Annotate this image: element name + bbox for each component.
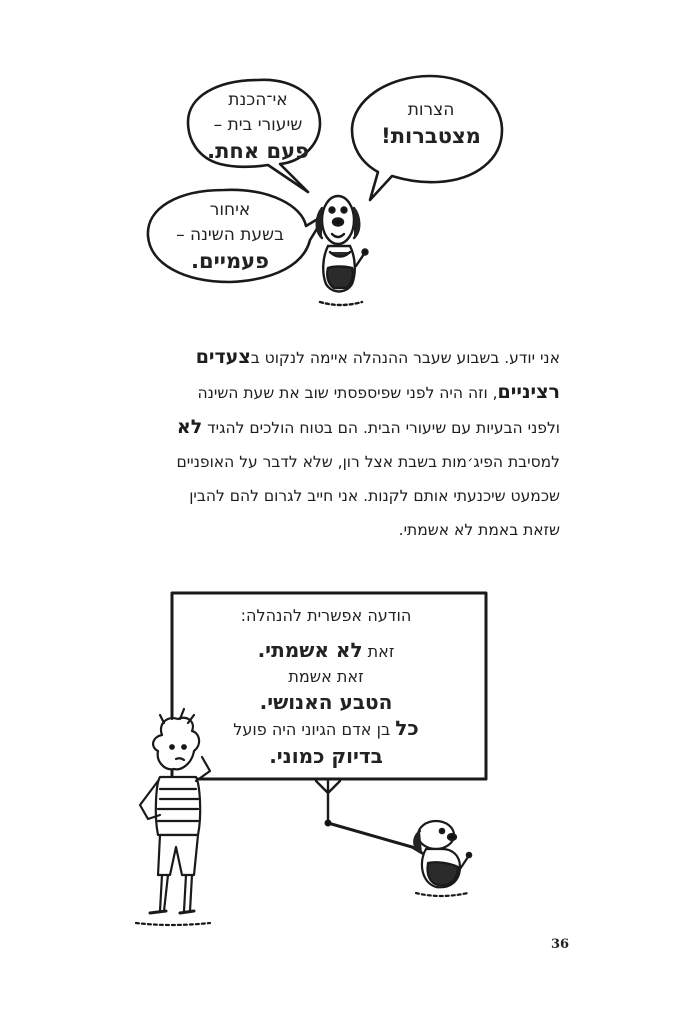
bubble-line: איחור xyxy=(209,200,251,220)
text-run: בן אדם הגיוני היה פועל xyxy=(233,720,396,739)
paragraph-line: שזאת באמת לא אשמתי. xyxy=(398,521,560,539)
bubble-line: בשעת השינה – xyxy=(176,225,284,245)
sign-line xyxy=(176,715,476,743)
bedtime-bubble-text xyxy=(152,198,308,275)
sign-message xyxy=(176,605,476,769)
emphasis-text: לא xyxy=(176,416,203,438)
complaints-bubble-text xyxy=(362,98,500,150)
bubble-bold-line: פעם אחת. xyxy=(207,139,309,163)
paragraph-line xyxy=(100,410,560,445)
body-paragraph xyxy=(100,340,560,547)
text-run: אני יודע. בשבוע שעבר ההנהלה איימה לנקוט ב xyxy=(250,349,560,367)
sign-post xyxy=(316,779,340,823)
sign-line: בדיוק כמוני. xyxy=(269,744,383,768)
leash-pole xyxy=(328,823,412,847)
bubble-line: שיעורי בית – xyxy=(213,115,303,135)
dog-on-leash xyxy=(412,821,471,896)
emphasis-text: לא אשמתי. xyxy=(257,638,363,662)
sign-line: הטבע האנושי. xyxy=(259,690,393,714)
page-number: 36 xyxy=(550,937,570,952)
text-run: , וזה היה לפני שפיספסתי שוב את שעת השינה xyxy=(197,384,498,402)
bubble-line: הצרות xyxy=(407,100,455,120)
emphasis-text: כל xyxy=(395,716,419,740)
paragraph-line xyxy=(100,340,560,375)
sign-header: הודעה אפשרית להנהלה: xyxy=(240,606,412,625)
top-illustration xyxy=(130,68,510,313)
sign-line xyxy=(176,637,476,665)
sign-line: זאת אשמת xyxy=(288,667,364,686)
emphasis-text: צעדים xyxy=(195,346,251,368)
bubble-bold-line: פעמיים. xyxy=(191,249,269,273)
bubble-line: אי־הכנת xyxy=(228,90,288,110)
bottom-illustration xyxy=(120,585,500,930)
text-run: ולפני הבעיות עם שיעורי הבית. הם בטוח הולכים להגיד xyxy=(202,419,560,437)
paragraph-line: שכמעט שיכנעתי אותם לקנות. אני חייב לגרום להם להבין xyxy=(189,487,560,505)
dog-character xyxy=(317,196,368,305)
bubble-bold-line: מצטברות! xyxy=(381,124,481,148)
text-run: זאת xyxy=(362,642,395,661)
paragraph-line: למסיבת הפיג׳מות בשבת אצל רון, שלא לדבר על האופניים xyxy=(176,453,560,471)
homework-bubble-text xyxy=(194,88,322,165)
emphasis-text: רציניים xyxy=(497,381,560,403)
paragraph-line xyxy=(100,375,560,410)
